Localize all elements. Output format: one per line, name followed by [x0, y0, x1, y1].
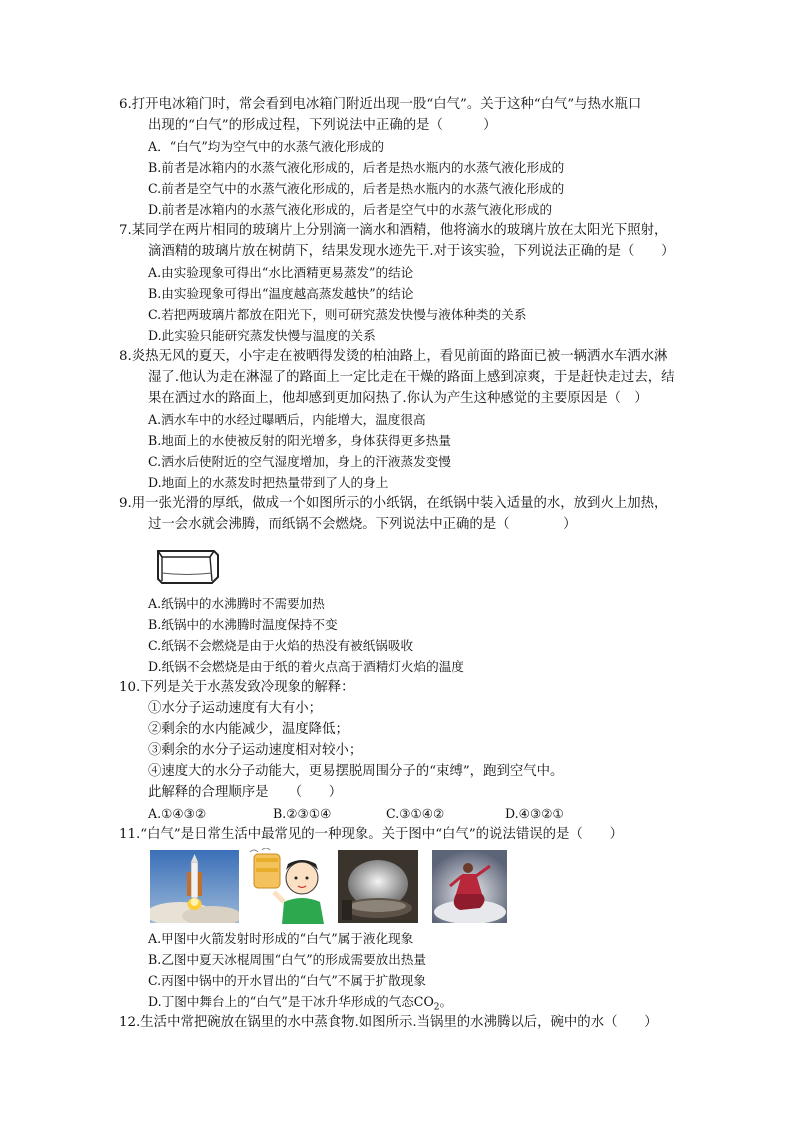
q7-option-a: A.由实验现象可得出“水比酒精更易蒸发”的结论 [148, 265, 414, 280]
q9-stem-line2: 过一会水就会沸腾，而纸锅不会燃烧。下列说法中正确的是（ ） [148, 517, 577, 532]
q9-option-d: D.纸锅不会燃烧是由于纸的着火点高于酒精灯火焰的温度 [148, 659, 464, 674]
boiling-pot-photo [338, 850, 418, 923]
q11-option-d-subscript: 2 [433, 1002, 440, 1013]
stage-dancer-photo [432, 850, 507, 923]
q10-item-4: ④速度大的水分子动能大，更易摆脱周围分子的“束缚”，跑到空气中。 [148, 764, 564, 779]
q8-option-c: C.洒水后使附近的空气湿度增加，身上的汗液蒸发变慢 [148, 454, 451, 469]
q9-stem-line1: 9.用一张光滑的厚纸，做成一个如图所示的小纸锅，在纸锅中装入适量的水，放到火上加热， [119, 496, 668, 511]
q8-option-d: D.地面上的水蒸发时把热量带到了人的身上 [148, 475, 389, 490]
q8-option-a: A.洒水车中的水经过曝晒后，内能增大，温度很高 [148, 412, 426, 427]
q11-stem: 11.“白气”是日常生活中最常见的一种现象。关于图中“白气”的说法错误的是（ ） [119, 827, 623, 842]
rocket-launch-photo [150, 850, 239, 923]
q10-item-1: ①水分子运动速度有大有小； [148, 701, 323, 716]
q7-stem-line2: 滴酒精的玻璃片放在树荫下，结果发现水迹先干.对于该实验，下列说法正确的是（ ） [148, 244, 675, 259]
q7-option-d: D.此实验只能研究蒸发快慢与温度的关系 [148, 328, 376, 343]
q11-option-c: C.丙图中锅中的开水冒出的“白气”不属于扩散现象 [148, 973, 426, 988]
q6-option-a: A．“白气”均为空气中的水蒸气液化形成的 [148, 139, 385, 154]
q6-stem-line1: 6.打开电冰箱门时，常会看到电冰箱门附近出现一股“白气”。关于这种“白气”与热水瓶口 [119, 97, 642, 112]
q11-option-d-text: D.丁图中舞台上的“白气”是干冰升华形成的气态CO [148, 994, 434, 1009]
q11-option-a: A.甲图中火箭发射时形成的“白气”属于液化现象 [148, 931, 414, 946]
q11-option-b: B.乙图中夏天冰棍周围“白气”的形成需要放出热量 [148, 952, 427, 967]
q9-option-b: B.纸锅中的水沸腾时温度保持不变 [148, 617, 338, 632]
q6-option-c: C.前者是空气中的水蒸气液化形成的，后者是热水瓶内的水蒸气液化形成的 [148, 181, 565, 196]
q11-option-d-end: 。 [439, 994, 453, 1009]
q10-option-d: D.④③②① [505, 806, 564, 821]
q6-option-b: B.前者是冰箱内的水蒸气液化形成的，后者是热水瓶内的水蒸气液化形成的 [148, 160, 565, 175]
q8-stem-line2: 湿了.他认为走在淋湿了的路面上一定比走在干燥的路面上感到凉爽，于是赶快走过去，结 [148, 370, 675, 385]
q10-prompt: 此解释的合理顺序是 （ ） [148, 785, 343, 800]
q10-item-3: ③剩余的水分子运动速度相对较小； [148, 743, 363, 758]
q12-stem: 12.生活中常把碗放在锅里的水中蒸食物.如图所示.当锅里的水沸腾以后，碗中的水（ ） [119, 1015, 658, 1030]
popsicle-cartoon-figure [244, 848, 334, 924]
q8-option-b: B.地面上的水使被反射的阳光增多，身体获得更多热量 [148, 433, 451, 448]
q10-option-a: A.①④③② [148, 806, 207, 821]
q6-stem-line2: 出现的“白气”的形成过程，下列说法中正确的是（ ） [148, 118, 497, 133]
paper-pot-figure [152, 543, 222, 587]
q10-option-c: C.③①④② [386, 806, 445, 821]
q9-option-c: C.纸锅不会燃烧是由于火焰的热没有被纸锅吸收 [148, 638, 414, 653]
q10-stem: 10.下列是关于水蒸发致冷现象的解释： [119, 680, 355, 695]
q8-stem-line1: 8.炎热无风的夏天，小宇走在被晒得发烫的柏油路上，看见前面的路面已被一辆洒水车洒水淋 [119, 349, 668, 364]
q6-option-d: D.前者是冰箱内的水蒸气液化形成的，后者是空气中的水蒸气液化形成的 [148, 202, 553, 217]
q8-stem-line3: 果在洒过水的路面上，他却感到更加闷热了.你认为产生这种感觉的主要原因是（ ） [148, 391, 648, 406]
q9-option-a: A.纸锅中的水沸腾时不需要加热 [148, 596, 325, 611]
q10-item-2: ②剩余的水内能减少，温度降低； [148, 722, 349, 737]
q7-stem-line1: 7.某同学在两片相同的玻璃片上分别滴一滴水和酒精，他将滴水的玻璃片放在太阳光下照射， [119, 223, 668, 238]
q10-option-b: B.②③①④ [273, 806, 332, 821]
q7-option-c: C.若把两玻璃片都放在阳光下，则可研究蒸发快慢与液体种类的关系 [148, 307, 527, 322]
q7-option-b: B.由实验现象可得出“温度越高蒸发越快”的结论 [148, 286, 414, 301]
